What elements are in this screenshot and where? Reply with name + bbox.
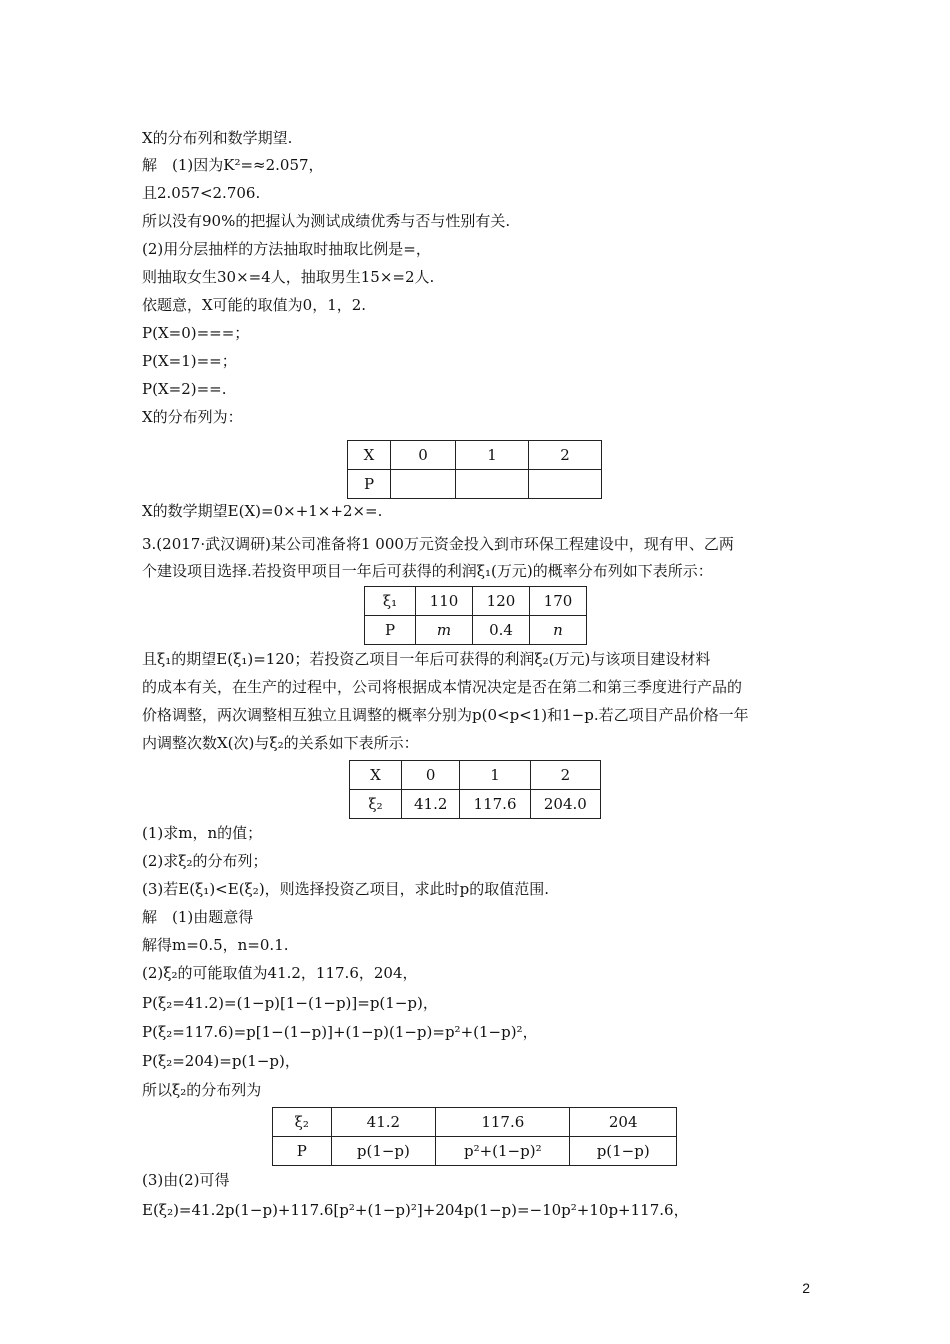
text-line: P(X=0)===； bbox=[142, 324, 250, 342]
table-cell: ξ₁ bbox=[365, 587, 416, 616]
text-line: 所以ξ₂的分布列为 bbox=[142, 1081, 262, 1099]
distribution-table-xi2 bbox=[272, 1107, 677, 1166]
table-cell: 0 bbox=[391, 441, 456, 470]
table-cell: 0 bbox=[402, 761, 460, 790]
table-row bbox=[365, 616, 587, 645]
table-cell: X bbox=[348, 441, 391, 470]
table-cell: 204 bbox=[570, 1108, 677, 1137]
table-cell: 0.4 bbox=[473, 616, 530, 645]
text-line: E(ξ₂)=41.2p(1−p)+117.6[p²+(1−p)²]+204p(1−p)=−10p²+10p+117.6， bbox=[142, 1201, 689, 1219]
table-cell: P bbox=[273, 1137, 332, 1166]
text-line: X的分布列和数学期望. bbox=[142, 129, 293, 147]
text-line: (3)若E(ξ₁)<E(ξ₂)，则选择投资乙项目，求此时p的取值范围. bbox=[142, 880, 550, 898]
table-row bbox=[273, 1108, 677, 1137]
text-line: 依题意，X可能的取值为0，1，2. bbox=[142, 296, 367, 314]
table-cell: p(1−p) bbox=[570, 1137, 677, 1166]
text-line: P(X=2)==. bbox=[142, 380, 227, 398]
table-cell: 1 bbox=[460, 761, 530, 790]
text-line: 3.(2017·武汉调研)某公司准备将1 000万元资金投入到市环保工程建设中，现有甲、乙两 bbox=[142, 535, 734, 553]
text-line: 解 (1)因为K²=≈2.057， bbox=[142, 156, 324, 174]
text-line: P(ξ₂=117.6)=p[1−(1−p)]+(1−p)(1−p)=p²+(1−p)²， bbox=[142, 1023, 538, 1041]
text-line: P(X=1)==； bbox=[142, 352, 237, 370]
text-line: P(ξ₂=41.2)=(1−p)[1−(1−p)]=p(1−p)， bbox=[142, 994, 438, 1012]
text-line: 价格调整，两次调整相互独立且调整的概率分别为p(0<p<1)和1−p.若乙项目产品价格一年 bbox=[142, 706, 749, 724]
table-cell: 117.6 bbox=[460, 790, 530, 819]
text-line: 个建设项目选择.若投资甲项目一年后可获得的利润ξ₁(万元)的概率分布列如下表所示： bbox=[142, 562, 713, 580]
text-line: 且2.057<2.706. bbox=[142, 184, 261, 202]
text-line: 解 (1)由题意得 bbox=[142, 908, 254, 926]
text-line: (2)求ξ₂的分布列； bbox=[142, 852, 268, 870]
relation-table-x-xi2 bbox=[349, 760, 601, 819]
table-cell: 110 bbox=[416, 587, 473, 616]
table-cell: ξ₂ bbox=[273, 1108, 332, 1137]
table-cell: 117.6 bbox=[436, 1108, 570, 1137]
table-cell bbox=[529, 470, 602, 499]
table-row bbox=[348, 441, 602, 470]
table-cell: n bbox=[530, 616, 587, 645]
table-cell: 170 bbox=[530, 587, 587, 616]
table-cell: m bbox=[416, 616, 473, 645]
text-line: X的数学期望E(X)=0×+1×+2×=. bbox=[142, 502, 383, 520]
table-row bbox=[350, 761, 601, 790]
table-row bbox=[365, 587, 587, 616]
table-cell: p(1−p) bbox=[331, 1137, 436, 1166]
text-line: 内调整次数X(次)与ξ₂的关系如下表所示： bbox=[142, 734, 419, 752]
table-cell bbox=[391, 470, 456, 499]
table-row bbox=[350, 790, 601, 819]
table-cell: 1 bbox=[456, 441, 529, 470]
text-line: 所以没有90%的把握认为测试成绩优秀与否与性别有关. bbox=[142, 212, 511, 230]
text-line: 则抽取女生30×=4人，抽取男生15×=2人. bbox=[142, 268, 435, 286]
text-line: (3)由(2)可得 bbox=[142, 1171, 230, 1189]
table-cell: ξ₂ bbox=[350, 790, 402, 819]
text-line: (1)求m，n的值； bbox=[142, 824, 263, 842]
table-cell: 41.2 bbox=[331, 1108, 436, 1137]
text-line: (2)ξ₂的可能取值为41.2，117.6，204， bbox=[142, 964, 418, 982]
text-line: 解得m=0.5，n=0.1. bbox=[142, 936, 289, 954]
table-cell: 2 bbox=[529, 441, 602, 470]
table-cell bbox=[456, 470, 529, 499]
table-row bbox=[273, 1137, 677, 1166]
page-number: 2 bbox=[802, 1280, 810, 1296]
text-line: 且ξ₁的期望E(ξ₁)=120；若投资乙项目一年后可获得的利润ξ₂(万元)与该项目建设材料 bbox=[142, 650, 711, 668]
table-cell: 204.0 bbox=[530, 790, 600, 819]
table-cell: P bbox=[348, 470, 391, 499]
distribution-table-xi1 bbox=[364, 586, 587, 645]
table-cell: 120 bbox=[473, 587, 530, 616]
distribution-table-x bbox=[347, 440, 602, 499]
table-cell: 41.2 bbox=[402, 790, 460, 819]
table-row bbox=[348, 470, 602, 499]
table-cell: p²+(1−p)² bbox=[436, 1137, 570, 1166]
text-line: 的成本有关，在生产的过程中，公司将根据成本情况决定是否在第二和第三季度进行产品的 bbox=[142, 678, 743, 696]
table-cell: 2 bbox=[530, 761, 600, 790]
table-cell: X bbox=[350, 761, 402, 790]
text-line: (2)用分层抽样的方法抽取时抽取比例是=， bbox=[142, 240, 431, 258]
text-line: X的分布列为： bbox=[142, 408, 243, 426]
table-cell: P bbox=[365, 616, 416, 645]
text-line: P(ξ₂=204)=p(1−p)， bbox=[142, 1052, 300, 1070]
